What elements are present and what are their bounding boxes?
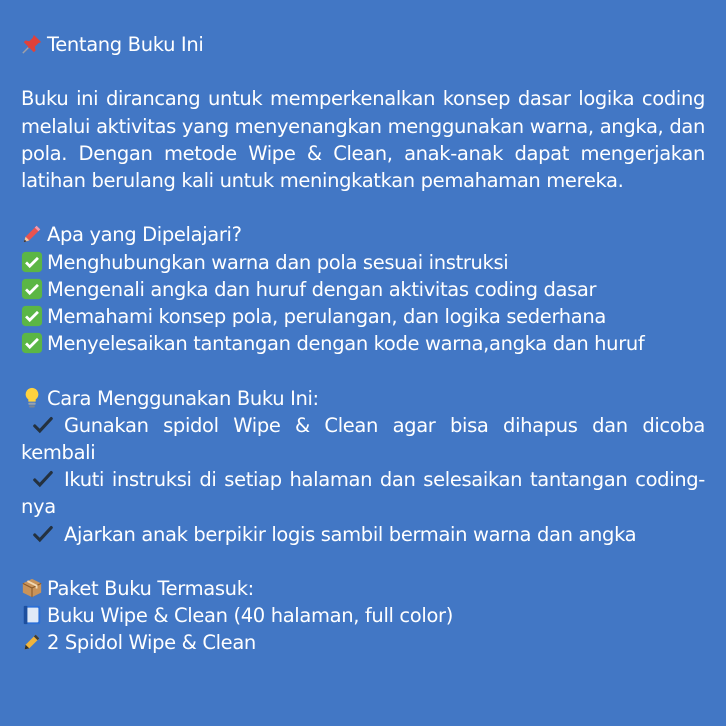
learn-item: [21, 303, 705, 330]
check-mark-button-icon: [21, 251, 43, 273]
howto-title: Cara Menggunakan Buku Ini:: [47, 386, 319, 410]
about-title: Tentang Buku Ini: [47, 33, 204, 56]
check-mark-button-icon: [21, 332, 43, 354]
about-line: latihan berulang kali untuk meningkatkan pemahaman mereka.: [21, 169, 624, 192]
pushpin-icon: [21, 33, 43, 55]
learn-item: [21, 330, 705, 357]
package-item: [21, 602, 705, 629]
about-line: Buku ini dirancang untuk memperkenalkan konsep dasar logika coding: [21, 87, 705, 111]
learn-item: [21, 276, 705, 303]
check-mark-icon: [32, 414, 54, 436]
about-heading: [21, 31, 705, 58]
check-mark-icon: [32, 523, 54, 545]
learn-item: [21, 249, 705, 276]
howto-item-text: Ikuti instruksi di setiap halaman dan selesaikan tantangan coding-: [64, 468, 705, 492]
howto-item-text: Gunakan spidol Wipe & Clean agar bisa dihapus dan dicoba: [64, 413, 705, 437]
check-mark-button-icon: [21, 278, 43, 300]
package-item-text: 2 Spidol Wipe & Clean: [47, 631, 256, 655]
check-mark-button-icon: [21, 305, 43, 327]
about-line: pola. Dengan metode Wipe & Clean, anak-anak dapat mengerjakan: [21, 141, 705, 165]
howto-item-continuation: kembali: [21, 441, 96, 464]
package-heading: [21, 575, 705, 602]
package-icon: [21, 577, 43, 599]
learn-item-text: Memahami konsep pola, perulangan, dan logika sederhana: [47, 305, 606, 328]
howto-item: [21, 466, 705, 493]
about-line: melalui aktivitas yang menyenangkan menggunakan warna, angka, dan: [21, 114, 705, 138]
package-item: [21, 629, 705, 656]
learn-heading: [21, 221, 705, 248]
learn-item-text: Menghubungkan warna dan pola sesuai instruksi: [47, 250, 509, 274]
light-bulb-icon: [21, 387, 43, 409]
pencil-icon: [21, 223, 43, 245]
howto-item: [21, 412, 705, 439]
learn-title: Apa yang Dipelajari?: [47, 223, 242, 247]
learn-item-text: Menyelesaikan tantangan dengan kode warna,angka dan huruf: [47, 332, 645, 356]
learn-item-text: Mengenali angka dan huruf dengan aktivitas coding dasar: [47, 277, 597, 301]
blue-book-icon: [21, 604, 43, 626]
package-title: Paket Buku Termasuk:: [47, 577, 254, 600]
package-item-text: Buku Wipe & Clean (40 halaman, full color): [47, 604, 453, 628]
howto-item: [21, 521, 705, 548]
crayon-icon: [21, 631, 43, 653]
howto-heading: [21, 385, 705, 412]
check-mark-icon: [32, 468, 54, 490]
howto-item-text: Ajarkan anak berpikir logis sambil bermain warna dan angka: [64, 522, 637, 546]
howto-item-continuation: nya: [21, 495, 56, 519]
